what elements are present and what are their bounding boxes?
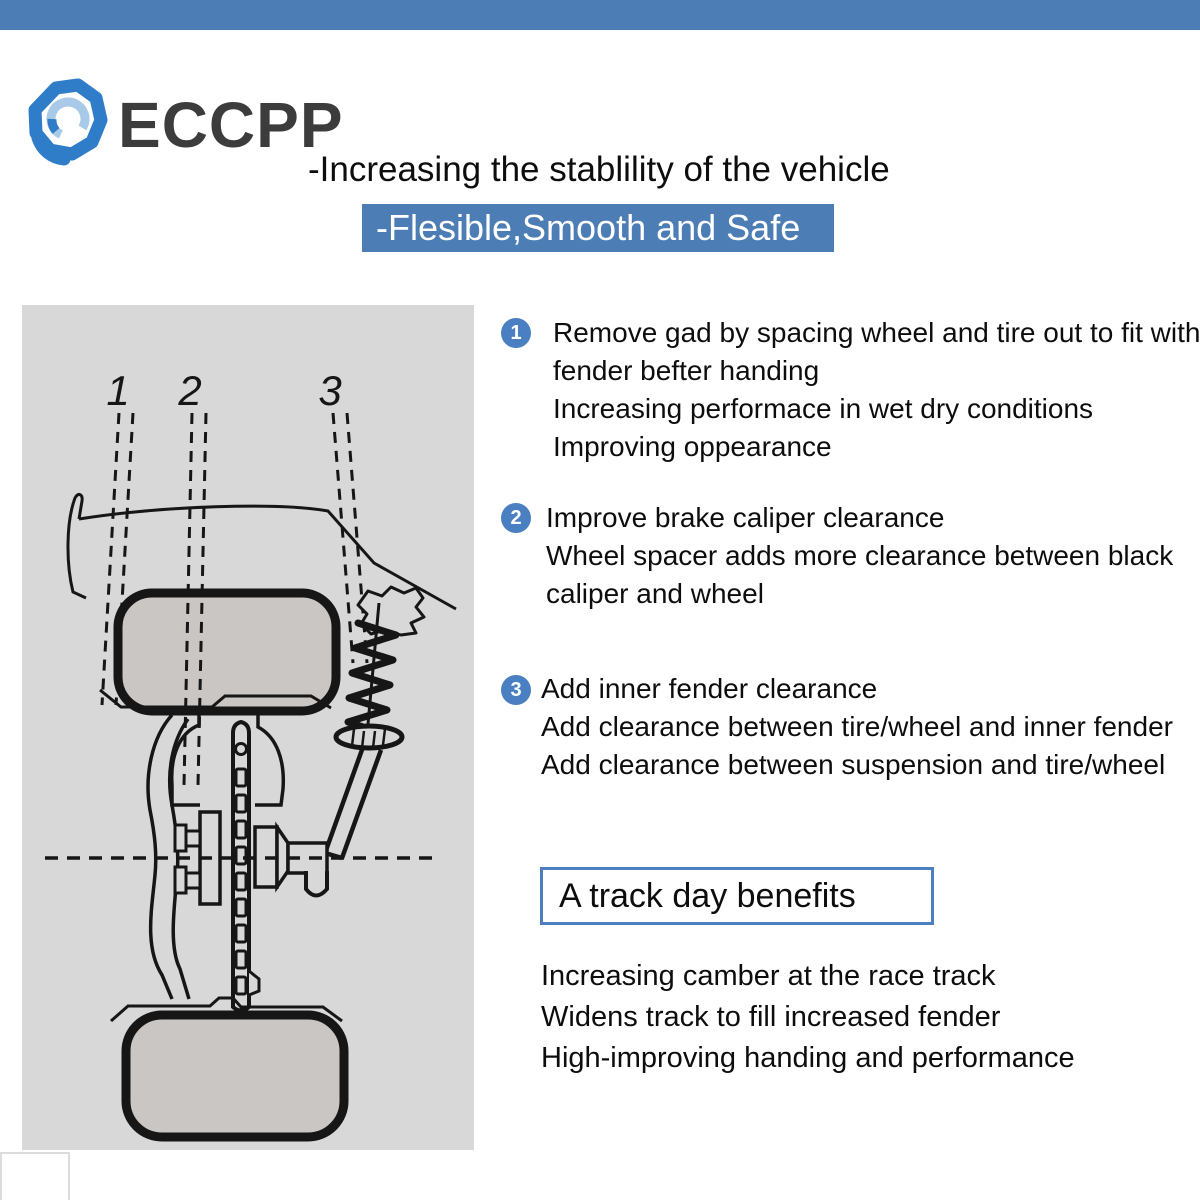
benefit-2-text [546, 499, 1173, 613]
benefit-2-line-1: Improve brake caliper clearance [546, 502, 945, 533]
benefit-2-badge: 2 [501, 503, 531, 533]
corner-white-box [0, 1152, 70, 1200]
benefit-3-text [541, 670, 1173, 784]
benefit-1-line-3: Increasing performace in wet dry conditions [553, 393, 1094, 424]
page-title: -Increasing the stablility of the vehicle [308, 150, 890, 189]
track-day-line-2: Widens track to fill increased fender [541, 1001, 1001, 1033]
track-day-text [541, 956, 1075, 1079]
track-day-line-1: Increasing camber at the race track [541, 960, 996, 992]
subtitle-banner: -Flesible,Smooth and Safe [362, 204, 834, 252]
benefit-3-line-1: Add inner fender clearance [541, 673, 878, 704]
benefit-2-line-2: Wheel spacer adds more clearance between black [546, 540, 1174, 571]
benefit-1-line-1: Remove gad by spacing wheel and tire out to fit with [553, 317, 1200, 348]
benefit-2-line-3: caliper and wheel [546, 578, 764, 609]
eccpp-gear-icon [26, 76, 110, 170]
benefit-3-line-3: Add clearance between suspension and tire/wheel [541, 749, 1166, 780]
suspension-diagram-panel [22, 305, 474, 1150]
benefit-3-badge: 3 [501, 675, 531, 705]
benefit-1-line-4: Improving oppearance [553, 431, 832, 462]
diagram-label-2: 2 [178, 367, 202, 414]
track-day-heading-box [540, 867, 934, 925]
track-day-heading: A track day benefits [559, 877, 856, 915]
diagram-label-1: 1 [106, 367, 130, 414]
top-accent-bar [0, 0, 1200, 30]
benefit-3-line-2: Add clearance between tire/wheel and inner fender [541, 711, 1173, 742]
benefit-1-text [553, 314, 1200, 466]
brand-logo [26, 76, 344, 170]
track-day-line-3: High-improving handing and performance [541, 1042, 1075, 1074]
brand-name: ECCPP [118, 89, 344, 161]
suspension-diagram-icon [22, 305, 474, 1150]
diagram-label-3: 3 [318, 367, 342, 414]
benefit-1-line-2: fender befter handing [553, 355, 820, 386]
benefit-1-badge: 1 [501, 318, 531, 348]
